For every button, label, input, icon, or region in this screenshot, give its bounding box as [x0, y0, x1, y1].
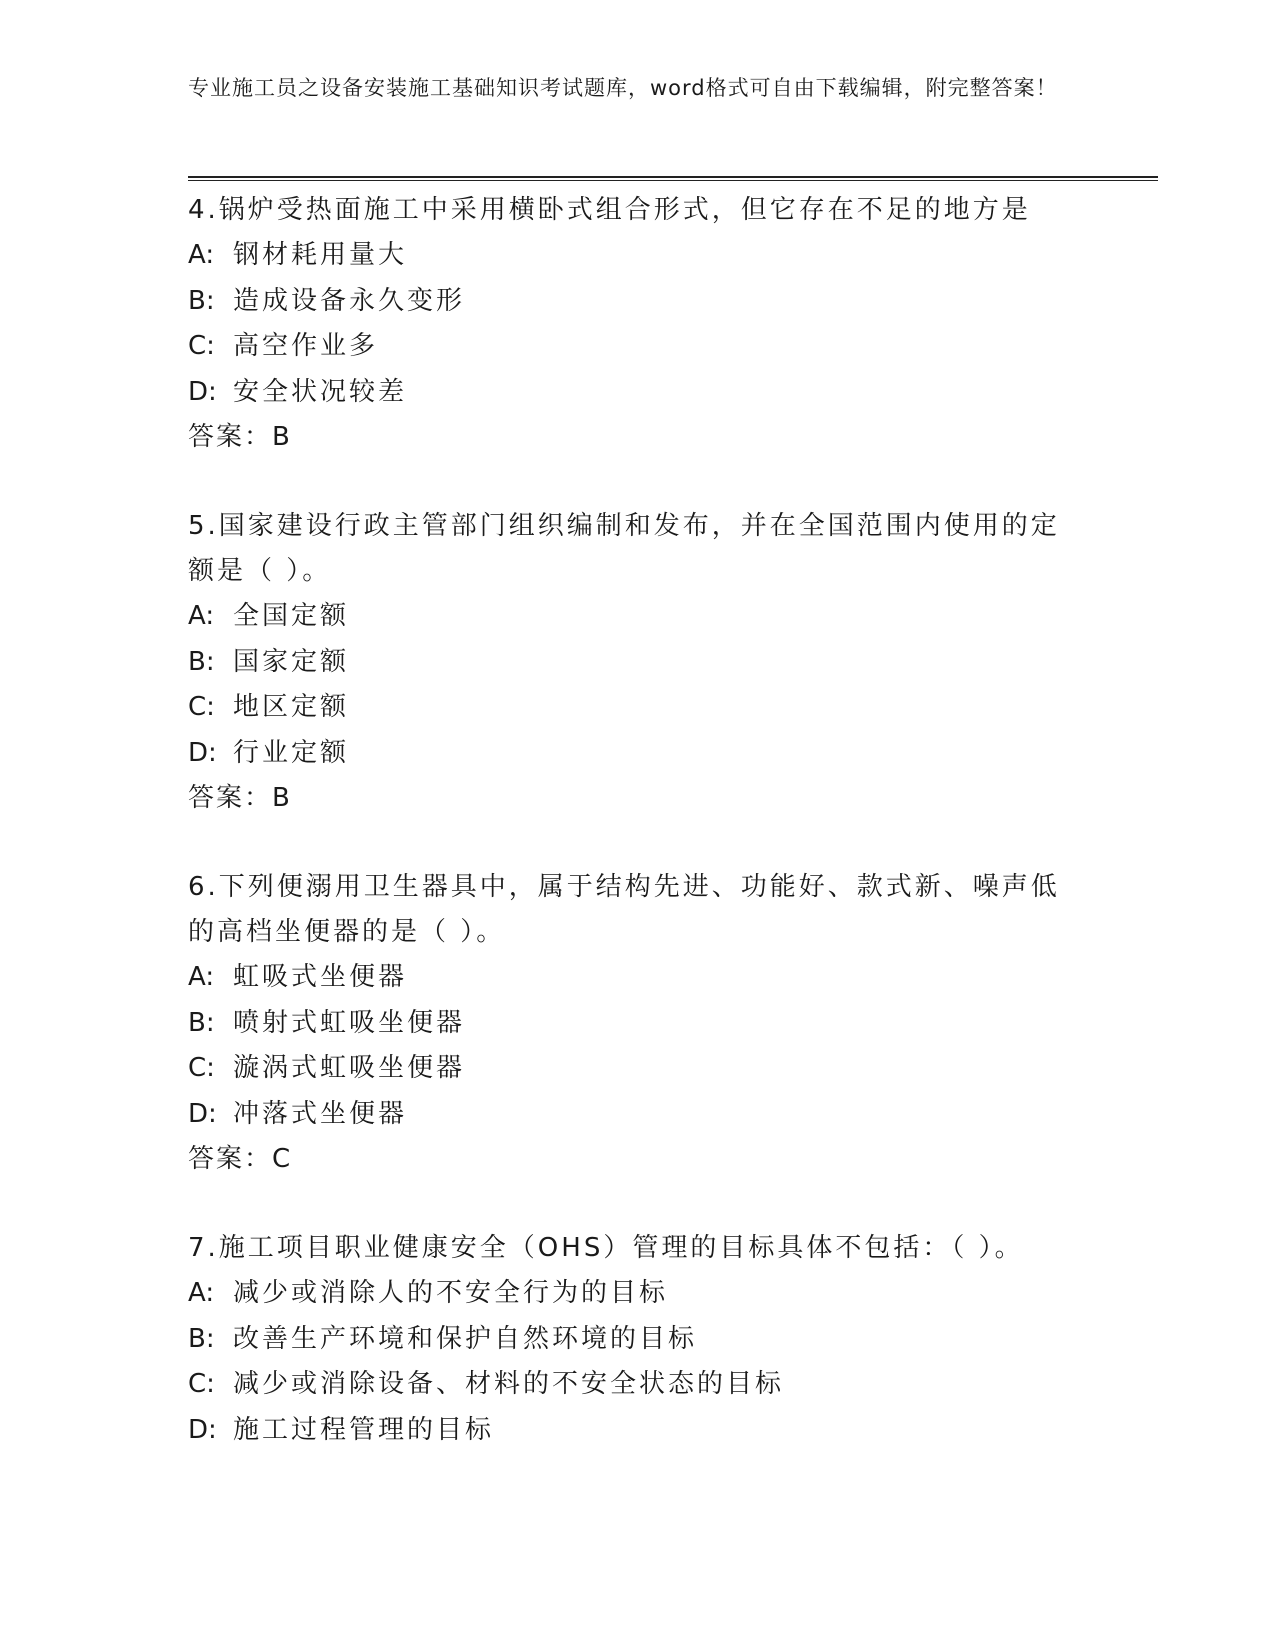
option-text: 漩涡式虹吸坐便器 [233, 1053, 466, 1083]
question-stem: 4.锅炉受热面施工中采用横卧式组合形式，但它存在不足的地方是 [188, 195, 1031, 225]
question-stem: 6.下列便溺用卫生器具中，属于结构先进、功能好、款式新、噪声低的高档坐便器的是（ ）。 [188, 872, 1060, 947]
option-letter: A: [188, 1278, 215, 1308]
option-letter: A: [188, 601, 215, 631]
question-5 [188, 504, 1088, 821]
option-text: 喷射式虹吸坐便器 [233, 1007, 466, 1038]
option-c [188, 1362, 1088, 1408]
option-letter: C: [188, 1053, 215, 1083]
answer-line [188, 1137, 1088, 1182]
option-letter: A: [188, 962, 215, 992]
option-d [188, 1408, 1088, 1454]
option-letter: D: [188, 1098, 217, 1129]
option-letter: B: [188, 285, 215, 316]
option-text: 减少或消除人的不安全行为的目标 [233, 1278, 669, 1308]
answer-label: 答案： [188, 1144, 273, 1174]
answer-line [188, 415, 1088, 460]
question-7 [188, 1226, 1088, 1453]
option-letter: B: [188, 646, 215, 677]
question-6 [188, 865, 1088, 1182]
option-text: 造成设备永久变形 [233, 285, 466, 316]
answer-value: B [272, 422, 291, 452]
option-text: 减少或消除设备、材料的不安全状态的目标 [233, 1369, 785, 1399]
answer-value: B [272, 783, 291, 813]
option-c [188, 685, 1088, 731]
option-letter: A: [188, 240, 215, 270]
option-text: 虹吸式坐便器 [233, 962, 408, 992]
option-text: 改善生产环境和保护自然环境的目标 [233, 1323, 698, 1354]
option-b [188, 279, 1088, 325]
option-text: 钢材耗用量大 [233, 240, 408, 270]
option-b [188, 1001, 1088, 1047]
option-a [188, 233, 1088, 279]
answer-label: 答案： [188, 422, 273, 452]
option-text: 施工过程管理的目标 [233, 1414, 495, 1445]
option-c [188, 324, 1088, 370]
option-letter: D: [188, 737, 217, 768]
option-b [188, 1317, 1088, 1363]
option-text: 地区定额 [233, 692, 350, 722]
option-a [188, 1271, 1088, 1317]
option-letter: D: [188, 376, 217, 407]
option-letter: D: [188, 1414, 217, 1445]
header-divider [188, 176, 1158, 181]
option-text: 行业定额 [233, 737, 350, 768]
answer-label: 答案： [188, 783, 273, 813]
option-c [188, 1046, 1088, 1092]
answer-value: C [272, 1144, 292, 1174]
option-letter: B: [188, 1323, 215, 1354]
document-header: 专业施工员之设备安装施工基础知识考试题库，word格式可自由下载编辑，附完整答案！ [188, 76, 1058, 100]
option-b [188, 640, 1088, 686]
question-4 [188, 188, 1088, 460]
question-stem: 7.施工项目职业健康安全（OHS）管理的目标具体不包括：（ ）。 [188, 1233, 1024, 1263]
option-letter: C: [188, 692, 215, 722]
option-a [188, 594, 1088, 640]
option-a [188, 955, 1088, 1001]
option-text: 全国定额 [233, 601, 350, 631]
option-d [188, 731, 1088, 777]
option-text: 高空作业多 [233, 331, 379, 361]
question-list [188, 188, 1088, 1453]
option-text: 冲落式坐便器 [233, 1098, 408, 1129]
option-d [188, 1092, 1088, 1138]
option-d [188, 370, 1088, 416]
answer-line [188, 776, 1088, 821]
option-letter: C: [188, 1369, 215, 1399]
option-text: 国家定额 [233, 646, 350, 677]
option-letter: B: [188, 1007, 215, 1038]
option-letter: C: [188, 331, 215, 361]
option-text: 安全状况较差 [233, 376, 408, 407]
question-stem: 5.国家建设行政主管部门组织编制和发布，并在全国范围内使用的定额是（ ）。 [188, 511, 1060, 586]
